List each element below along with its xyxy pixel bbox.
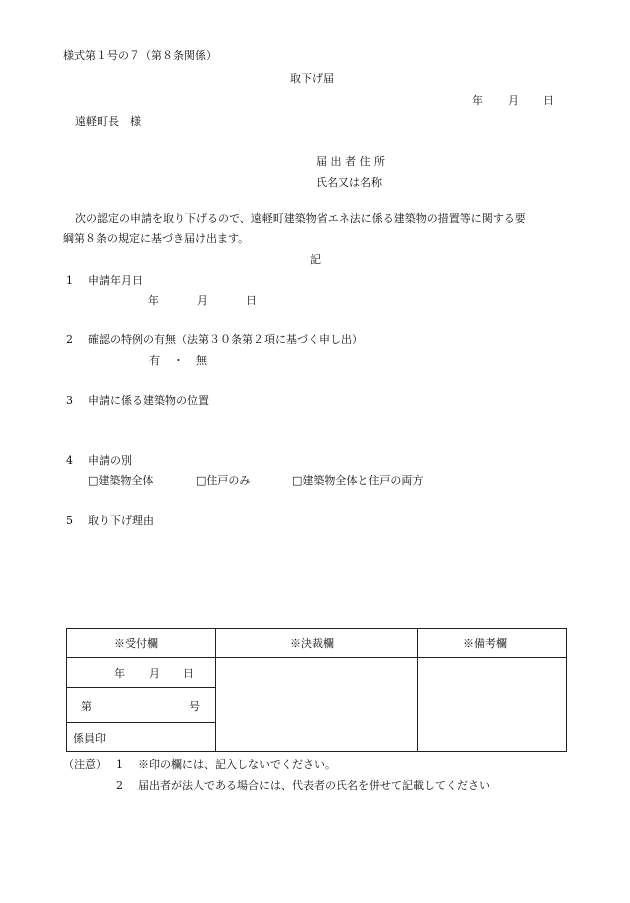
approval-column-header: ※決裁欄 xyxy=(290,637,334,650)
item-4-number: 4 xyxy=(66,454,73,467)
date-month-label: 月 xyxy=(508,94,519,107)
item-5-number: 5 xyxy=(66,514,73,527)
item-2-option-yes: 有 xyxy=(149,354,160,367)
staff-seal-label: 係員印 xyxy=(73,732,106,745)
applicant-address-label: 届 出 者 住 所 xyxy=(316,155,385,168)
item-1-number: 1 xyxy=(66,274,73,287)
reception-number-suffix: 号 xyxy=(189,700,200,713)
addressee: 遠軽町長 様 xyxy=(75,115,141,128)
item-2-option-no: 無 xyxy=(196,354,207,367)
item-4-label: 申請の別 xyxy=(88,454,132,467)
item-4-option-both: □建築物全体と住戸の両方 xyxy=(292,474,424,487)
reception-month-label: 月 xyxy=(149,667,160,680)
item-2-option-separator: ・ xyxy=(173,354,184,367)
item-2-number: 2 xyxy=(66,333,73,346)
note-2-number: 2 xyxy=(116,779,123,792)
note-1-number: 1 xyxy=(116,758,123,771)
table-column-divider-2 xyxy=(417,629,418,751)
table-column-divider-1 xyxy=(215,629,216,751)
table-header-divider xyxy=(67,657,566,658)
form-number: 様式第１号の７（第８条関係） xyxy=(63,49,217,62)
item-5-label: 取り下げ理由 xyxy=(88,514,154,527)
body-text-line-2: 綱第８条の規定に基づき届け出ます。 xyxy=(63,232,250,245)
item-2-label: 確認の特例の有無（法第３０条第２項に基づく申し出） xyxy=(88,333,363,346)
reception-day-label: 日 xyxy=(183,667,194,680)
date-year-label: 年 xyxy=(472,94,483,107)
item-1-year-label: 年 xyxy=(148,294,159,307)
table-row-divider-2 xyxy=(67,722,215,723)
applicant-name-label: 氏名又は名称 xyxy=(316,176,382,189)
office-use-table xyxy=(66,628,567,752)
item-3-number: 3 xyxy=(66,394,73,407)
ki-heading: 記 xyxy=(310,253,321,266)
reception-year-label: 年 xyxy=(114,667,125,680)
item-3-label: 申請に係る建築物の位置 xyxy=(88,394,209,407)
body-text-line-1: 次の認定の申請を取り下げるので、遠軽町建築物省エネ法に係る建築物の措置等に関する要 xyxy=(75,212,526,225)
document-title: 取下げ届 xyxy=(290,72,334,85)
item-4-option-whole-building: □建築物全体 xyxy=(88,474,154,487)
note-2-text: 届出者が法人である場合には、代表者の氏名を併せて記載してください xyxy=(138,779,490,792)
notes-label: （注意） xyxy=(63,758,107,771)
note-1-text: ※印の欄には、記入しないでください。 xyxy=(138,758,336,771)
reception-column-header: ※受付欄 xyxy=(114,637,158,650)
item-1-month-label: 月 xyxy=(197,294,208,307)
item-1-day-label: 日 xyxy=(246,294,257,307)
reception-number-prefix: 第 xyxy=(81,700,92,713)
date-day-label: 日 xyxy=(543,94,554,107)
item-1-label: 申請年月日 xyxy=(88,274,143,287)
item-4-option-units-only: □住戸のみ xyxy=(196,474,251,487)
table-row-divider-1 xyxy=(67,687,215,688)
remarks-column-header: ※備考欄 xyxy=(463,637,507,650)
